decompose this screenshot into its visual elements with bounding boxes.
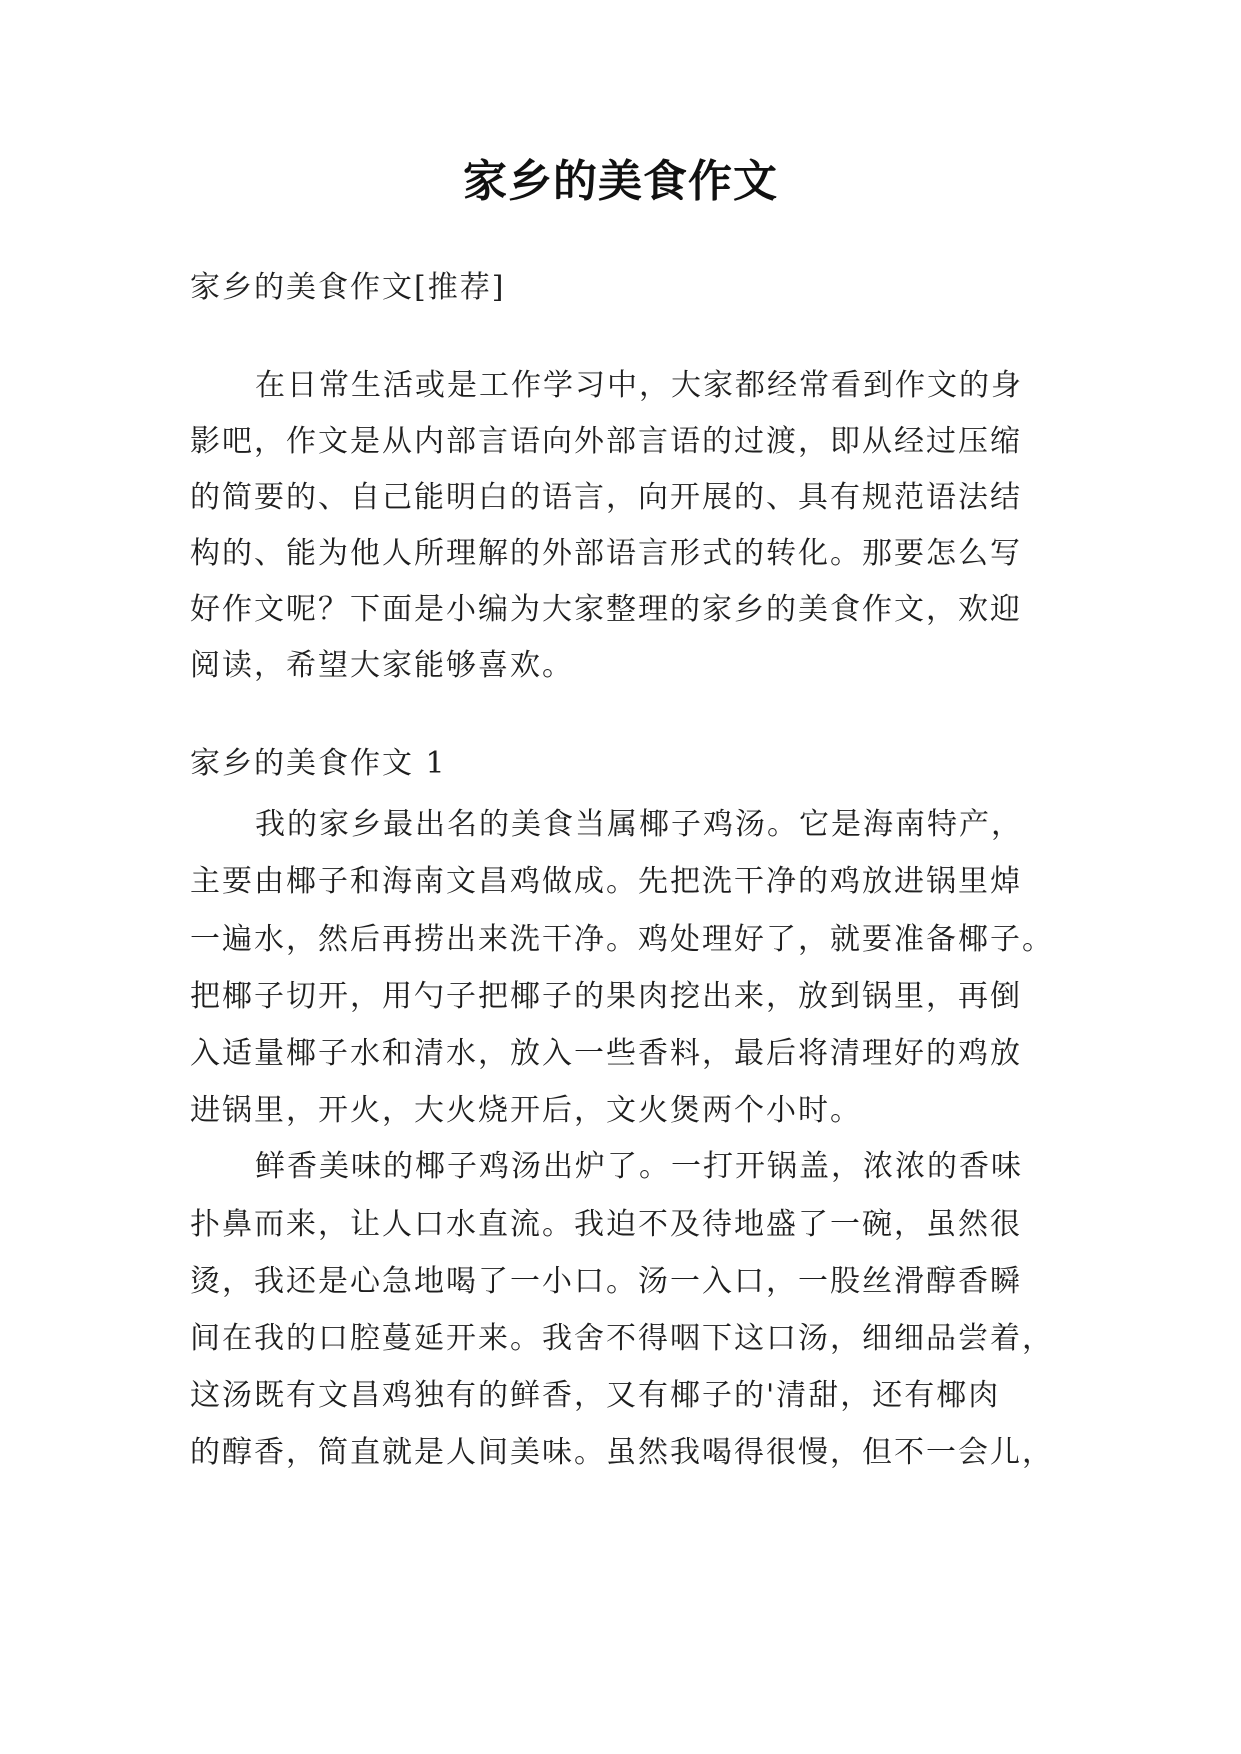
paragraph-line: 鲜香美味的椰子鸡汤出炉了。一打开锅盖，浓浓的香味 bbox=[255, 1149, 1023, 1184]
intro-line: 阅读，希望大家能够喜欢。 bbox=[190, 648, 574, 683]
paragraph-line: 间在我的口腔蔓延开来。我舍不得咽下这口汤，细细品尝着， bbox=[190, 1321, 1054, 1356]
paragraph-line: 我的家乡最出名的美食当属椰子鸡汤。它是海南特产， bbox=[255, 807, 1023, 842]
intro-line: 在日常生活或是工作学习中，大家都经常看到作文的身 bbox=[255, 368, 1023, 403]
paragraph-line: 一遍水，然后再捞出来洗干净。鸡处理好了，就要准备椰子。 bbox=[190, 922, 1054, 957]
paragraph-line: 进锅里，开火，大火烧开后，文火煲两个小时。 bbox=[190, 1093, 862, 1128]
section-heading: 家乡的美食作文 1 bbox=[190, 746, 447, 781]
intro-line: 影吧，作文是从内部言语向外部言语的过渡，即从经过压缩 bbox=[190, 424, 1022, 459]
intro-line: 好作文呢？下面是小编为大家整理的家乡的美食作文，欢迎 bbox=[190, 592, 1022, 627]
paragraph-line: 烫，我还是心急地喝了一小口。汤一入口，一股丝滑醇香瞬 bbox=[190, 1264, 1022, 1299]
document-title: 家乡的美食作文 bbox=[463, 156, 778, 207]
intro-line: 构的、能为他人所理解的外部语言形式的转化。那要怎么写 bbox=[190, 536, 1022, 571]
document-subtitle: 家乡的美食作文[推荐] bbox=[190, 270, 506, 305]
paragraph-line: 把椰子切开，用勺子把椰子的果肉挖出来，放到锅里，再倒 bbox=[190, 979, 1022, 1014]
intro-line: 的简要的、自己能明白的语言，向开展的、具有规范语法结 bbox=[190, 480, 1022, 515]
paragraph-line: 这汤既有文昌鸡独有的鲜香，又有椰子的'清甜，还有椰肉 bbox=[190, 1378, 1001, 1413]
paragraph-line: 入适量椰子水和清水，放入一些香料，最后将清理好的鸡放 bbox=[190, 1036, 1022, 1071]
paragraph-line: 的醇香，简直就是人间美味。虽然我喝得很慢，但不一会儿， bbox=[190, 1435, 1054, 1470]
paragraph-line: 主要由椰子和海南文昌鸡做成。先把洗干净的鸡放进锅里焯 bbox=[190, 864, 1022, 899]
paragraph-line: 扑鼻而来，让人口水直流。我迫不及待地盛了一碗，虽然很 bbox=[190, 1207, 1022, 1242]
